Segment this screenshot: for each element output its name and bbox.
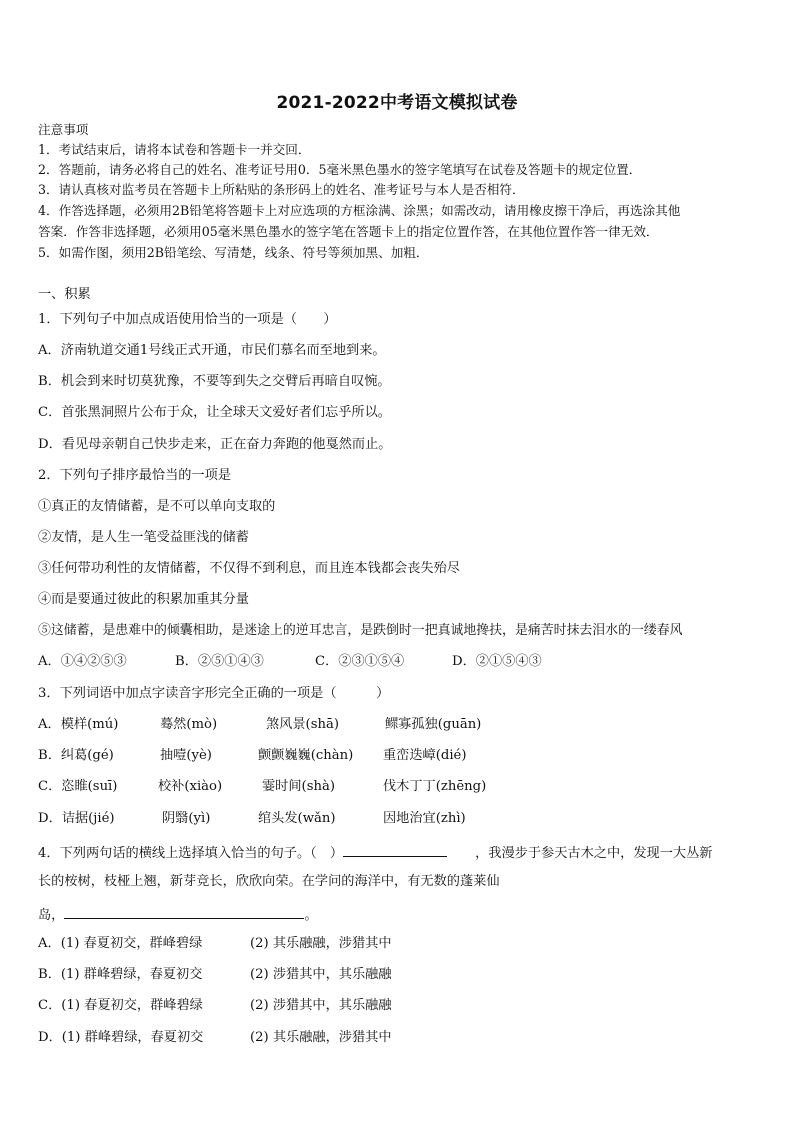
question-4-stem-line1 [38, 842, 712, 863]
question-4-option-b-part2: (2) 涉猎其中，其乐融融 [250, 967, 392, 982]
notice-item: 3．请认真核对监考员在答题卡上所粘贴的条形码上的姓名、准考证号与本人是否相符． [38, 182, 525, 197]
question-3-option-b-word3: 颤颤巍巍(chàn) [258, 748, 354, 763]
question-3-option-a-word4: 鳏寡孤独(guān) [385, 717, 482, 732]
question-3-option-b-word4: 重峦迭嶂(dié) [383, 748, 467, 763]
question-3-option-d-word4: 因地治宜(zhì) [383, 811, 466, 826]
question-1-option-b: B．机会到来时切莫犹豫，不要等到失之交臂后再暗自叹惋。 [38, 374, 391, 389]
question-2-option-c: C．②③①⑤④ [315, 654, 405, 669]
question-4-stem-part2: ，我漫步于参天古木之中，发现一大丛新 [475, 846, 713, 861]
answer-blank-2[interactable] [64, 904, 304, 919]
question-4-option-d-part2: (2) 其乐融融，涉猎其中 [250, 1030, 392, 1045]
question-3-option-d-word3: 绾头发(wǎn) [258, 811, 336, 826]
question-3-option-b-word1: B．纠葛(gé) [38, 748, 114, 763]
question-2-option-a: A．①④②⑤③ [38, 654, 127, 669]
question-4-stem-part1: 4．下列两句话的横线上选择填入恰当的句子。（ ） [38, 846, 344, 861]
question-2-stem: 2．下列句子排序最恰当的一项是 [38, 468, 232, 483]
section-heading: 一、积累 [38, 287, 91, 302]
question-4-option-d-part1: D．(1) 群峰碧绿，春夏初交 [38, 1030, 204, 1045]
question-2-sentence: ③任何带功利性的友情储蓄，不仅得不到利息，而且连本钱都会丧失殆尽 [38, 561, 460, 576]
question-1-stem: 1．下列句子中加点成语使用恰当的一项是（ ） [38, 312, 337, 327]
notice-item: 5．如需作图，须用2B铅笔绘、写清楚，线条、符号等须加黑、加粗． [38, 245, 429, 260]
question-3-option-a-word3: 煞风景(shā) [266, 717, 339, 732]
question-3-option-b-word2: 抽噎(yè) [160, 748, 212, 763]
question-4-stem-line2: 长的桉树，枝桠上翘，新芽竞长，欣欣向荣。在学问的海洋中，有无数的蓬莱仙 [38, 874, 500, 889]
question-2-option-d: D．②①⑤④③ [452, 654, 542, 669]
notice-item: 答案．作答非选择题，必须用05毫米黑色墨水的签字笔在答题卡上的指定位置作答，在其他位置作答一律无效． [38, 224, 659, 239]
question-1-option-a: A．济南轨道交通1号线正式开通，市民们慕名而至地到来。 [38, 343, 386, 358]
question-3-option-d-word2: 阴翳(yì) [162, 811, 211, 826]
question-3-option-c-word1: C．恣睢(suī) [38, 779, 118, 794]
question-4-option-a-part2: (2) 其乐融融，涉猎其中 [250, 936, 392, 951]
notice-item: 2．答题前，请务必将自己的姓名、准考证号用0．5毫米黑色墨水的签字笔填写在试卷及答题卡的规定位置． [38, 162, 642, 177]
notice-item: 4．作答选择题，必须用2B铅笔将答题卡上对应选项的方框涂满、涂黑；如需改动，请用橡皮擦干净后，再选涂其他 [38, 203, 681, 218]
question-3-option-d-word1: D．诘据(jié) [38, 811, 115, 826]
question-2-sentence: ②友情，是人生一笔受益匪浅的储蓄 [38, 530, 249, 545]
question-1-option-c: C．首张黑洞照片公布于众，让全球天文爱好者们忘乎所以。 [38, 405, 391, 420]
question-4-option-a-part1: A．(1) 春夏初交，群峰碧绿 [38, 936, 203, 951]
question-4-option-c-part2: (2) 涉猎其中，其乐融融 [250, 998, 392, 1013]
question-2-sentence: ⑤这储蓄，是患难中的倾囊相助，是迷途上的逆耳忠言，是跌倒时一把真诚地搀扶，是痛苦时抹去泪水的一缕春风 [38, 623, 683, 638]
question-3-option-a-word1: A．模样(mú) [38, 717, 119, 732]
question-2-sentence: ④而是要通过彼此的积累加重其分量 [38, 592, 249, 607]
question-2-sentence: ①真正的友情储蓄，是不可以单向支取的 [38, 499, 276, 514]
question-4-stem-line3-start: 岛， [38, 908, 65, 923]
answer-blank-1[interactable] [343, 842, 447, 857]
question-3-option-c-word4: 伐木丁丁(zhēng) [383, 779, 487, 794]
question-3-option-a-word2: 蓦然(mò) [160, 717, 218, 732]
question-3-option-c-word2: 校补(xiào) [158, 779, 223, 794]
question-4-stem-line3-end: 。 [304, 908, 318, 923]
notice-heading: 注意事项 [38, 122, 89, 137]
question-3-option-c-word3: 霎时间(shà) [262, 779, 335, 794]
question-4-option-b-part1: B．(1) 群峰碧绿，春夏初交 [38, 967, 203, 982]
notice-item: 1．考试结束后，请将本试卷和答题卡一并交回． [38, 142, 311, 157]
page-title: 2021-2022中考语文模拟试卷 [276, 93, 518, 113]
question-4-option-c-part1: C．(1) 春夏初交，群峰碧绿 [38, 998, 203, 1013]
question-4-stem-line3 [38, 904, 318, 925]
question-1-option-d: D．看见母亲朝自己快步走来，正在奋力奔跑的他戛然而止。 [38, 437, 392, 452]
question-3-stem: 3．下列词语中加点字读音字形完全正确的一项是（ ） [38, 686, 390, 701]
question-2-option-b: B．②⑤①④③ [175, 654, 264, 669]
